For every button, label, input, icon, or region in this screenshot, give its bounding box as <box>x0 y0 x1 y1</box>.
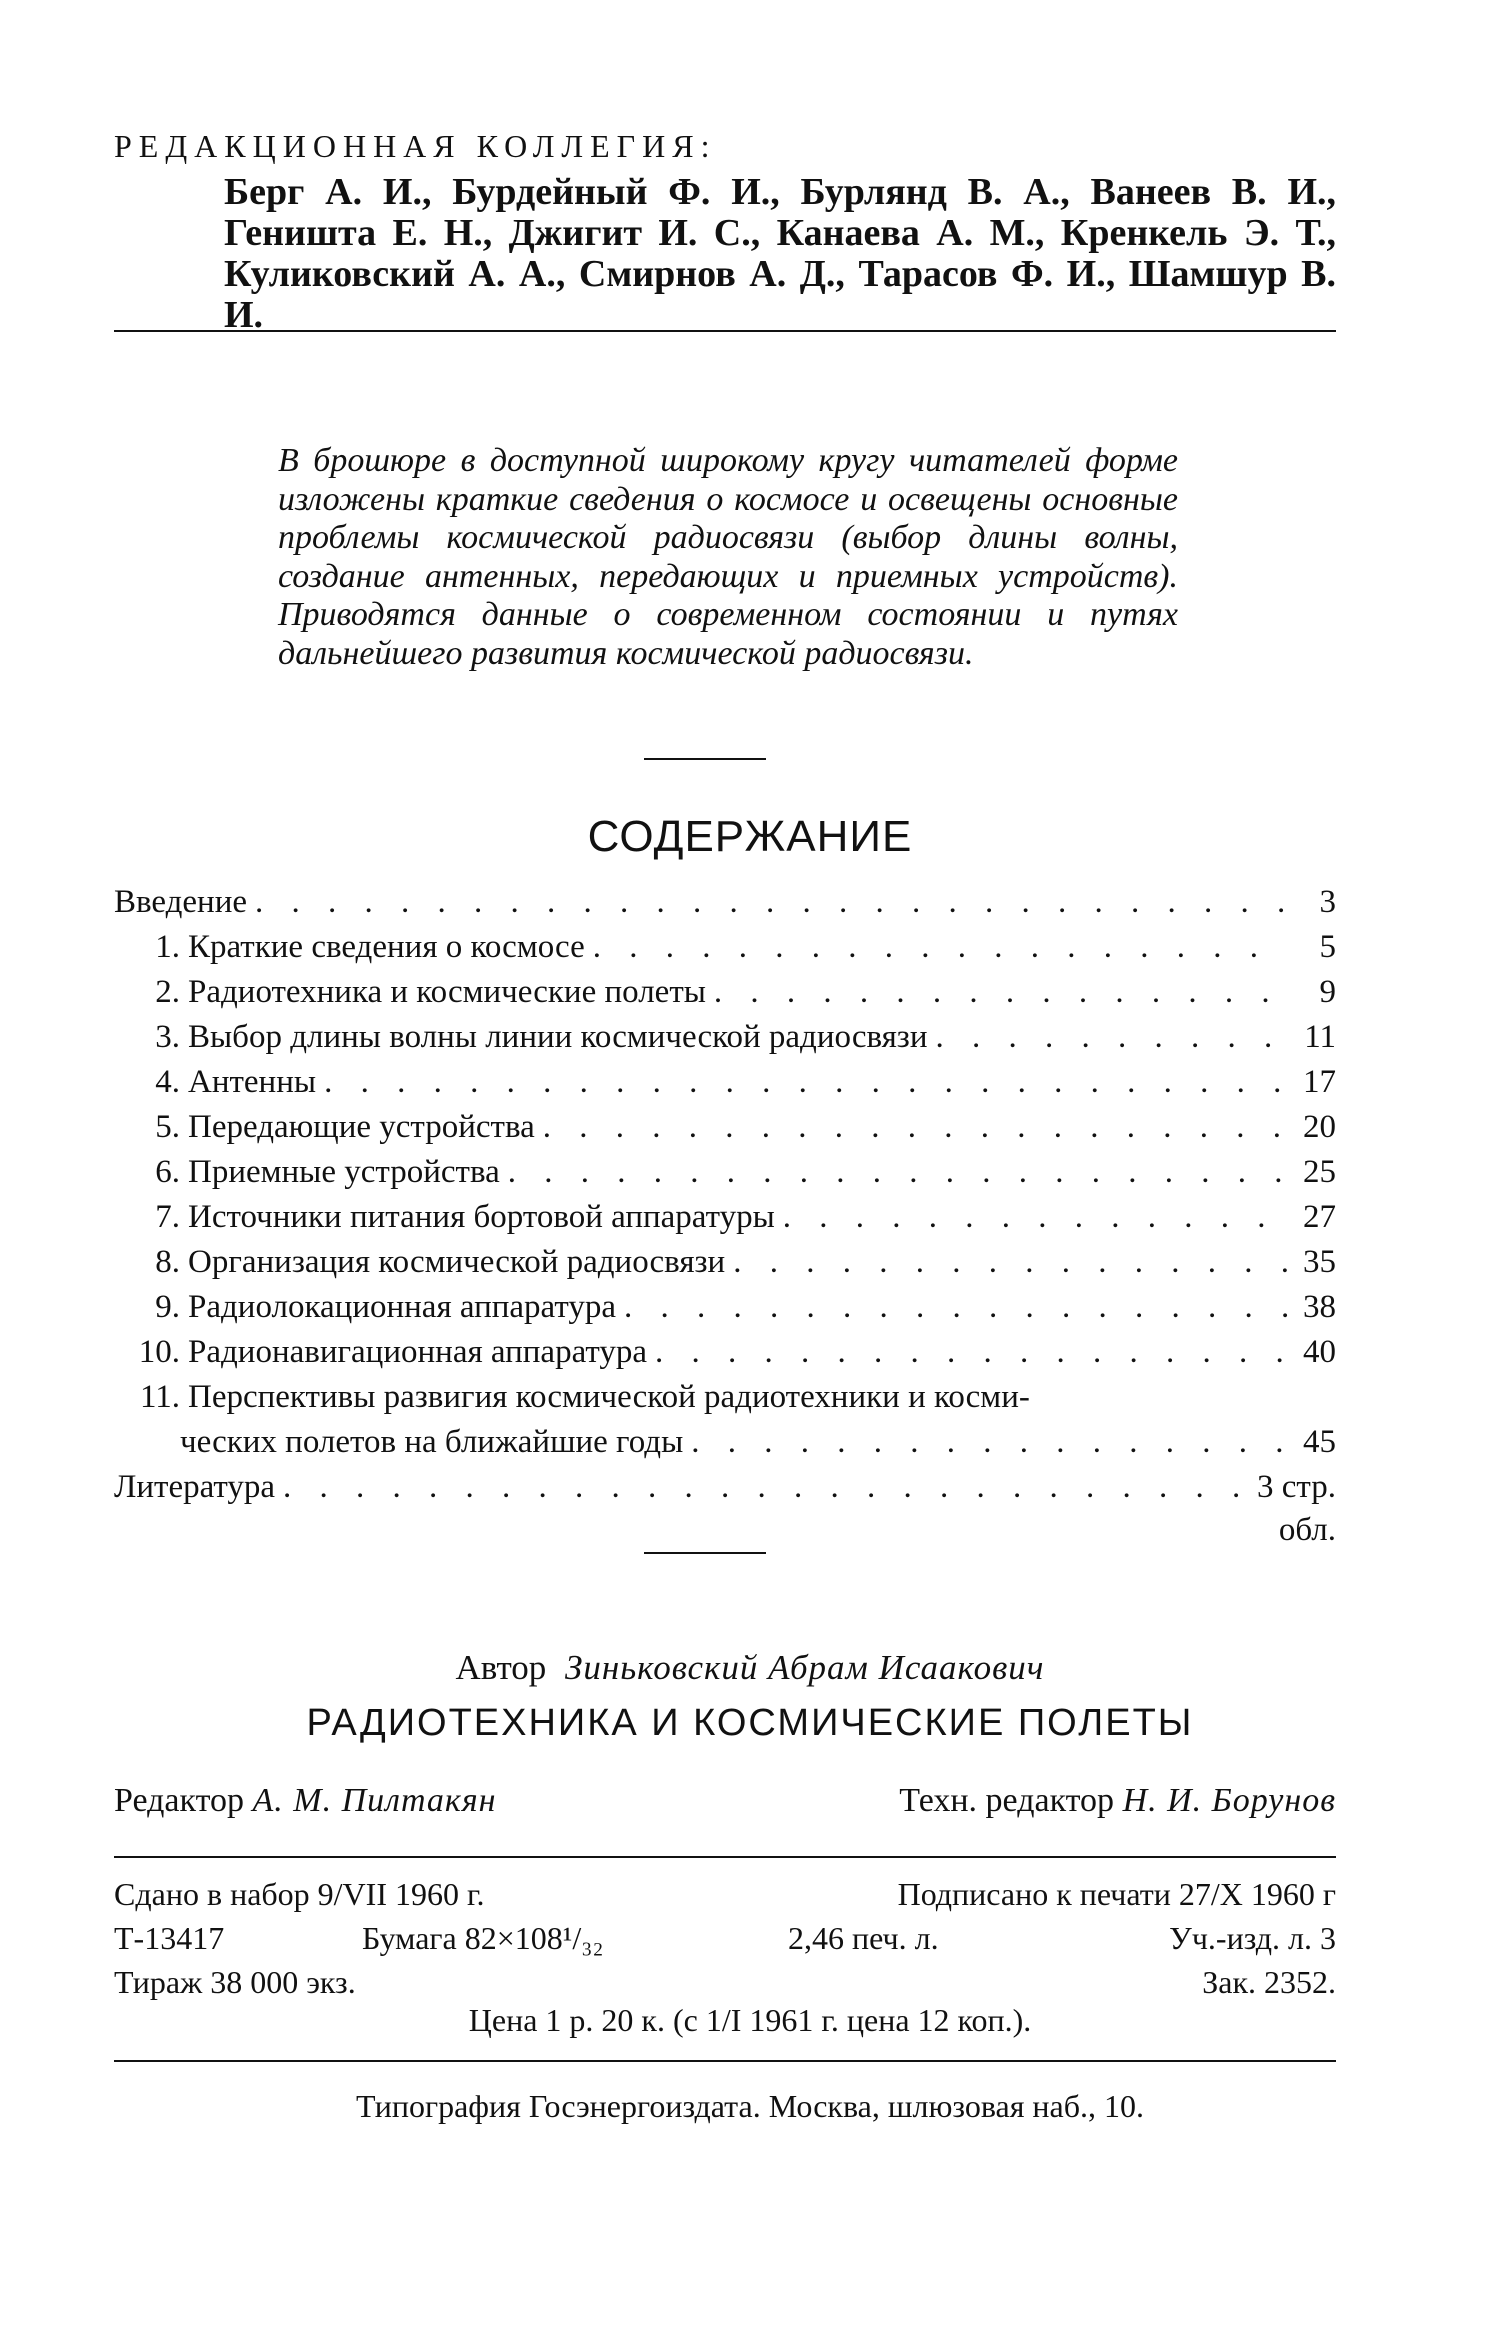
toc-entry-title: Организация космической радиосвязи <box>188 1244 726 1280</box>
paper-format: Бумага 82×108¹/₃₂ <box>362 1920 604 1956</box>
toc-entry-title: Радионавигационная аппаратура <box>188 1334 648 1370</box>
toc-entry-number: 4. <box>155 1064 180 1100</box>
editorial-board-heading: РЕДАКЦИОННАЯ КОЛЛЕГИЯ: <box>114 128 717 164</box>
toc-entry-page: 5 <box>1319 929 1336 965</box>
toc-entry <box>114 1195 1336 1240</box>
toc-entry-page: 20 <box>1303 1109 1336 1145</box>
editorial-board-members: Берг А. И., Бурдейный Ф. И., Бурлянд В. А., Ванеев В. И., Геништа Е. Н., Джигит И. С., Канаева А. М., Кренкель Э. Т., Куликовский А. А., Смирнов А. Д., Тарасов Ф. И., Шамшур В. И. <box>224 171 1336 336</box>
author-name: Зиньковский Абрам Исаакович <box>565 1648 1045 1687</box>
toc-entry-page-continuation: обл. <box>1278 1512 1336 1548</box>
imprint-row <box>114 1916 1336 1960</box>
printer-line: Типография Госэнергоиздата. Москва, шлюзовая наб., 10. <box>355 2088 1145 2124</box>
printed-sheets: 2,46 печ. л. <box>788 1920 939 1956</box>
print-run: Тираж 38 000 экз. <box>114 1964 356 2000</box>
toc-entry-continuation <box>114 1420 1336 1465</box>
toc-entry-page: 35 <box>1303 1244 1336 1280</box>
toc-entry-title: Приемные устройства <box>188 1154 500 1190</box>
toc-entry-title: Радиолокационная аппаратура <box>188 1289 616 1325</box>
toc-entry <box>114 1330 1336 1375</box>
signed-date: Подписано к печати 27/X 1960 г <box>897 1876 1336 1912</box>
author-line <box>0 1648 1500 1688</box>
toc-entry-title: Введение <box>114 884 248 920</box>
toc-entry-number: 11. <box>139 1379 180 1415</box>
order-number: Зак. 2352. <box>1202 1964 1336 2000</box>
tech-editor-label: Техн. редактор <box>899 1782 1115 1819</box>
toc-entry-number: 1. <box>155 929 180 965</box>
toc-entry-number: 5. <box>155 1109 180 1145</box>
editor <box>114 1782 497 1820</box>
toc-entry-number: 6. <box>155 1154 180 1190</box>
imprint-rule-top <box>114 1856 1336 1858</box>
author-label: Автор <box>455 1648 547 1687</box>
book-title: РАДИОТЕХНИКА И КОСМИЧЕСКИЕ ПОЛЕТЫ <box>306 1702 1194 1744</box>
toc-entry-number: 9. <box>155 1289 180 1325</box>
toc-dot-leader <box>255 880 1288 925</box>
toc-entry-page: 27 <box>1303 1199 1336 1235</box>
toc-entry-page: 25 <box>1303 1154 1336 1190</box>
price-line: Цена 1 р. 20 к. (с 1/I 1961 г. цена 12 коп.). <box>468 2002 1032 2038</box>
toc-entry <box>114 1105 1336 1150</box>
toc-entry-title: Краткие сведения о космосе <box>188 929 585 965</box>
toc-entry <box>114 1465 1336 1510</box>
toc-dot-leader <box>508 1150 1288 1195</box>
toc-entry-page: 45 <box>1303 1424 1336 1460</box>
toc-dot-leader <box>624 1285 1288 1330</box>
order-code: Т-13417 <box>114 1920 225 1956</box>
toc-entry <box>114 1060 1336 1105</box>
toc-dot-leader <box>936 1015 1289 1060</box>
toc-dot-leader <box>655 1330 1288 1375</box>
short-divider-top <box>644 758 766 760</box>
publisher-sheets: Уч.-изд. л. 3 <box>1169 1920 1336 1956</box>
toc-entry-title-line2: ческих полетов на ближайшие годы <box>180 1424 684 1460</box>
abstract-paragraph: В брошюре в доступной широкому кругу читателей форме изложены краткие сведения о космосе и освещены основные проблемы космической радиосвязи (выбор длины волны, создание антенных, передающих и приемных устройств). Приводятся данные о современном состоянии и путях дальнейшего развития космической радиосвязи. <box>278 442 1178 672</box>
toc-entry-page: 40 <box>1303 1334 1336 1370</box>
toc-entry-title: Выбор длины волны линии космической радиосвязи <box>188 1019 928 1055</box>
imprint-block <box>114 1872 1336 2004</box>
imprint-row <box>114 1872 1336 1916</box>
toc-entry-number: 8. <box>155 1244 180 1280</box>
toc-dot-leader <box>783 1195 1288 1240</box>
toc-entry-title: Источники питания бортовой аппаратуры <box>188 1199 775 1235</box>
toc-entry <box>114 880 1336 925</box>
tech-editor-name: Н. И. Борунов <box>1122 1782 1336 1819</box>
toc-entry-page: 11 <box>1304 1019 1336 1055</box>
editor-name: А. М. Пилтакян <box>252 1782 497 1819</box>
toc-entry-title: Антенны <box>188 1064 317 1100</box>
short-divider-bottom <box>644 1552 766 1554</box>
imprint-row <box>114 1960 1336 2004</box>
toc-heading: СОДЕРЖАНИЕ <box>587 812 913 861</box>
toc-dot-leader <box>733 1240 1288 1285</box>
toc-entry-number: 7. <box>155 1199 180 1235</box>
toc-entry <box>114 1240 1336 1285</box>
toc-dot-leader <box>283 1465 1249 1510</box>
table-of-contents <box>114 880 1336 1550</box>
toc-entry-page: 3 <box>1319 884 1336 920</box>
toc-dot-leader <box>324 1060 1288 1105</box>
toc-entry-page: 17 <box>1303 1064 1336 1100</box>
toc-entry <box>114 925 1336 970</box>
editors-line <box>114 1782 1336 1820</box>
toc-entry <box>114 1285 1336 1330</box>
toc-dot-leader <box>691 1420 1288 1465</box>
toc-entry <box>114 1015 1336 1060</box>
toc-entry-title-line1: Перспективы развигия космической радиотехники и косми- <box>188 1379 1030 1415</box>
toc-entry-title: Передающие устройства <box>188 1109 535 1145</box>
header-rule <box>114 330 1336 332</box>
imprint-rule-bottom <box>114 2060 1336 2062</box>
toc-entry <box>114 1375 1336 1420</box>
toc-entry <box>114 970 1336 1015</box>
toc-entry-number: 2. <box>155 974 180 1010</box>
toc-entry-page: 38 <box>1303 1289 1336 1325</box>
editor-label: Редактор <box>114 1782 244 1819</box>
toc-entry-number: 3. <box>155 1019 180 1055</box>
toc-entry-page: 3 стр. <box>1257 1469 1336 1505</box>
tech-editor <box>899 1782 1336 1820</box>
toc-entry-number: 10. <box>138 1334 180 1370</box>
toc-entry <box>114 1150 1336 1195</box>
toc-entry-title: Радиотехника и космические полеты <box>188 974 706 1010</box>
toc-dot-leader <box>714 970 1288 1015</box>
toc-dot-leader <box>543 1105 1288 1150</box>
toc-entry-title: Литература <box>114 1469 276 1505</box>
typeset-date: Сдано в набор 9/VII 1960 г. <box>114 1876 485 1912</box>
toc-dot-leader <box>593 925 1288 970</box>
toc-entry-page: 9 <box>1319 974 1336 1010</box>
